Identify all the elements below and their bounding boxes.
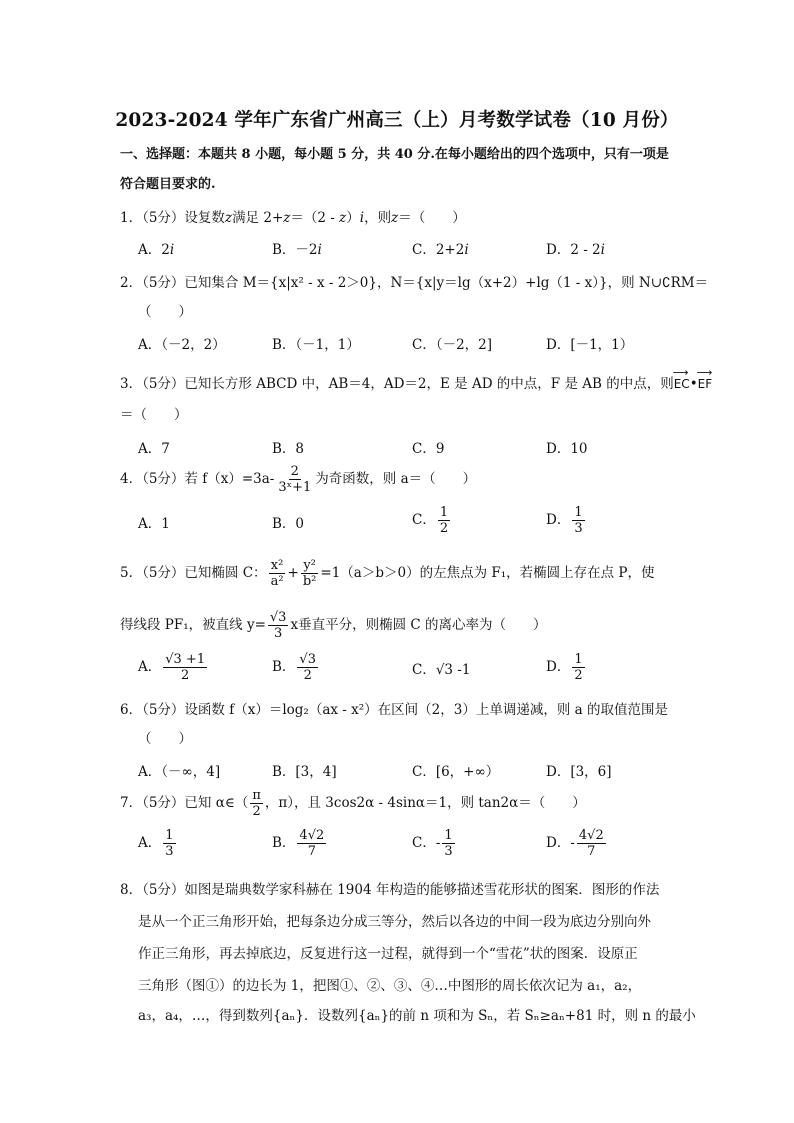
q1-var: z bbox=[224, 210, 233, 226]
q4-option-b: B．0 bbox=[272, 516, 305, 532]
q5-text-c: 得线段 PF₁，被直线 y= bbox=[120, 617, 266, 633]
q1-text-c: ＝（2 - bbox=[290, 210, 340, 226]
q4-option-a: A．1 bbox=[138, 516, 170, 532]
q1-blank: ＝（ ） bbox=[398, 210, 466, 226]
q5-fraction-x: $\frac{\text{x²}}{\text{a²}}$ bbox=[270, 558, 284, 589]
q1-var4: z bbox=[391, 210, 399, 226]
q3-option-c: C．9 bbox=[412, 441, 445, 457]
question-5-line2 bbox=[120, 610, 546, 641]
q2-option-b: B．（－1，1） bbox=[272, 337, 360, 353]
q3-option-d: D．10 bbox=[546, 441, 588, 457]
question-8-line-4: 三角形（图①）的边长为 1，把图①、②、③、④…中图形的周长依次记为 a₁，a₂， bbox=[138, 978, 642, 994]
question-6: 6．（5分）设函数 f（x）＝log₂（ax - x²）在区间（2，3）上单调递减，则 a 的取值范围是 bbox=[120, 702, 668, 718]
q5-option-b: B． $\frac{√3}{2}$ bbox=[272, 652, 316, 683]
question-3-blank: ＝（ ） bbox=[120, 407, 188, 423]
q2-option-a: A．（－2，2） bbox=[138, 337, 226, 353]
q1-option-d: D．2 - 2i bbox=[546, 242, 605, 258]
q2-option-d: D．[－1，1） bbox=[546, 337, 634, 353]
vector-ec: ⟶ EC bbox=[674, 377, 690, 391]
q7-option-a: A． $\frac{1}{3}$ bbox=[138, 828, 174, 859]
q1-text-a: 1．（5分）设复数 bbox=[120, 210, 225, 226]
q5-option-c: C．√3 -1 bbox=[412, 662, 471, 678]
q1-text-e: ，则 bbox=[364, 210, 392, 226]
q7-option-d: D．- $\frac{4√2}{7}$ bbox=[546, 828, 604, 859]
question-1 bbox=[120, 206, 466, 226]
q4-option-d: D． $\frac{1}{3}$ bbox=[546, 505, 583, 536]
q7-text-a: 7．（5分）已知 α∈（ bbox=[120, 795, 249, 811]
exam-title: 2023-2024 学年广东省广州高三（上）月考数学试卷（10 月份） bbox=[115, 110, 679, 131]
question-4 bbox=[120, 464, 476, 495]
q3-option-b: B．8 bbox=[272, 441, 305, 457]
question-8-line-3: 作正三角形，再去掉底边，反复进行这一过程，就得到一个“雪花”状的图案．设原正 bbox=[138, 946, 638, 962]
q5-option-d: D． $\frac{1}{2}$ bbox=[546, 652, 583, 683]
question-2: 2．（5分）已知集合 M＝{x|x² - x - 2＞0}，N＝{x|y＝lg（x+2）+lg（1 - x）}，则 N∪∁RM＝ bbox=[120, 275, 709, 291]
q5-text-d: x垂直平分，则椭圆 C 的离心率为（ ） bbox=[290, 617, 547, 633]
question-8-line-2: 是从一个正三角形开始，把每条边分成三等分，然后以各边的中间一段为底边分别向外 bbox=[138, 914, 651, 930]
q1-i: i bbox=[359, 210, 365, 226]
q3-option-a: A．7 bbox=[138, 441, 170, 457]
q1-option-c: C．2+2i bbox=[412, 242, 469, 258]
q5-option-a: A． $\frac{√3 +1}{2}$ bbox=[138, 652, 206, 683]
question-6-blank: （ ） bbox=[138, 731, 192, 747]
q1-var2: z bbox=[283, 210, 291, 226]
section-heading: 一、选择题：本题共 8 小题，每小题 5 分，共 40 分.在每小题给出的四个选项中，只有一项是符合题目要求的. bbox=[120, 147, 669, 192]
question-8-line-5: a₃，a₄，…，得到数列{aₙ}．设数列{aₙ}的前 n 项和为 Sₙ，若 Sₙ≥aₙ+81 时，则 n 的最小 bbox=[138, 1008, 696, 1024]
q3-text: 3．（5分）已知长方形 ABCD 中，AB＝4，AD＝2，E 是 AD 的中点，F 是 AB 的中点，则 bbox=[120, 376, 674, 392]
q4-fraction: $\frac{2}{\text{3ˣ+1}}$ bbox=[278, 464, 312, 495]
q4-option-c: C． $\frac{1}{2}$ bbox=[412, 505, 449, 536]
q7-fraction-pi: $\frac{\pi}{2}$ bbox=[252, 788, 261, 819]
q1-text-b: 满足 2+ bbox=[232, 210, 284, 226]
q5-fraction-slope: $\frac{√3}{3}$ bbox=[269, 610, 287, 641]
question-2-blank: （ ） bbox=[138, 304, 192, 320]
q1-var3: z bbox=[339, 210, 347, 226]
q6-option-b: B．[3，4] bbox=[272, 764, 337, 780]
q6-option-d: D．[3，6] bbox=[546, 764, 612, 780]
question-7 bbox=[120, 788, 586, 819]
q6-option-c: C．[6，+∞） bbox=[412, 764, 500, 780]
question-3 bbox=[120, 372, 712, 392]
q1-option-a: A．2i bbox=[138, 242, 175, 258]
q7-option-b: B． $\frac{4√2}{7}$ bbox=[272, 828, 325, 859]
question-5: 5．（5分）已知椭圆 C： $\frac{\text{x²}}{\text{a²}}$ + $\frac{\text{y²}}{\text{b²}}$ =1（a＞b＞0）的左焦点为 F₁，若椭圆上存在点 P，使 bbox=[120, 558, 655, 589]
q4-text-a: 4．（5分）若 f（x）=3a- bbox=[120, 471, 275, 487]
q4-text-b: 为奇函数，则 a＝（ ） bbox=[315, 471, 477, 487]
q5-fraction-y: $\frac{\text{y²}}{\text{b²}}$ bbox=[302, 558, 317, 589]
vector-ef: ⟶ EF bbox=[698, 377, 712, 391]
q1-option-b: B．－2i bbox=[272, 242, 322, 258]
q2-option-c: C．（－2，2] bbox=[412, 337, 493, 353]
q5-text-a: 5．（5分）已知椭圆 C： bbox=[120, 565, 267, 581]
question-8-line-1: 8．（5分）如图是瑞典数学家科赫在 1904 年构造的能够描述雪花形状的图案．图形的作法 bbox=[120, 882, 660, 898]
q5-text-b: =1（a＞b＞0）的左焦点为 F₁，若椭圆上存在点 P，使 bbox=[320, 565, 655, 581]
q6-option-a: A．（－∞，4] bbox=[138, 764, 221, 780]
q7-text-b: ，π），且 3cos2α - 4sinα＝1，则 tan2α＝（ ） bbox=[264, 795, 586, 811]
q1-text-d: ） bbox=[346, 210, 360, 226]
q7-option-c: C．- $\frac{1}{3}$ bbox=[412, 828, 453, 859]
dot-operator: • bbox=[689, 376, 698, 392]
